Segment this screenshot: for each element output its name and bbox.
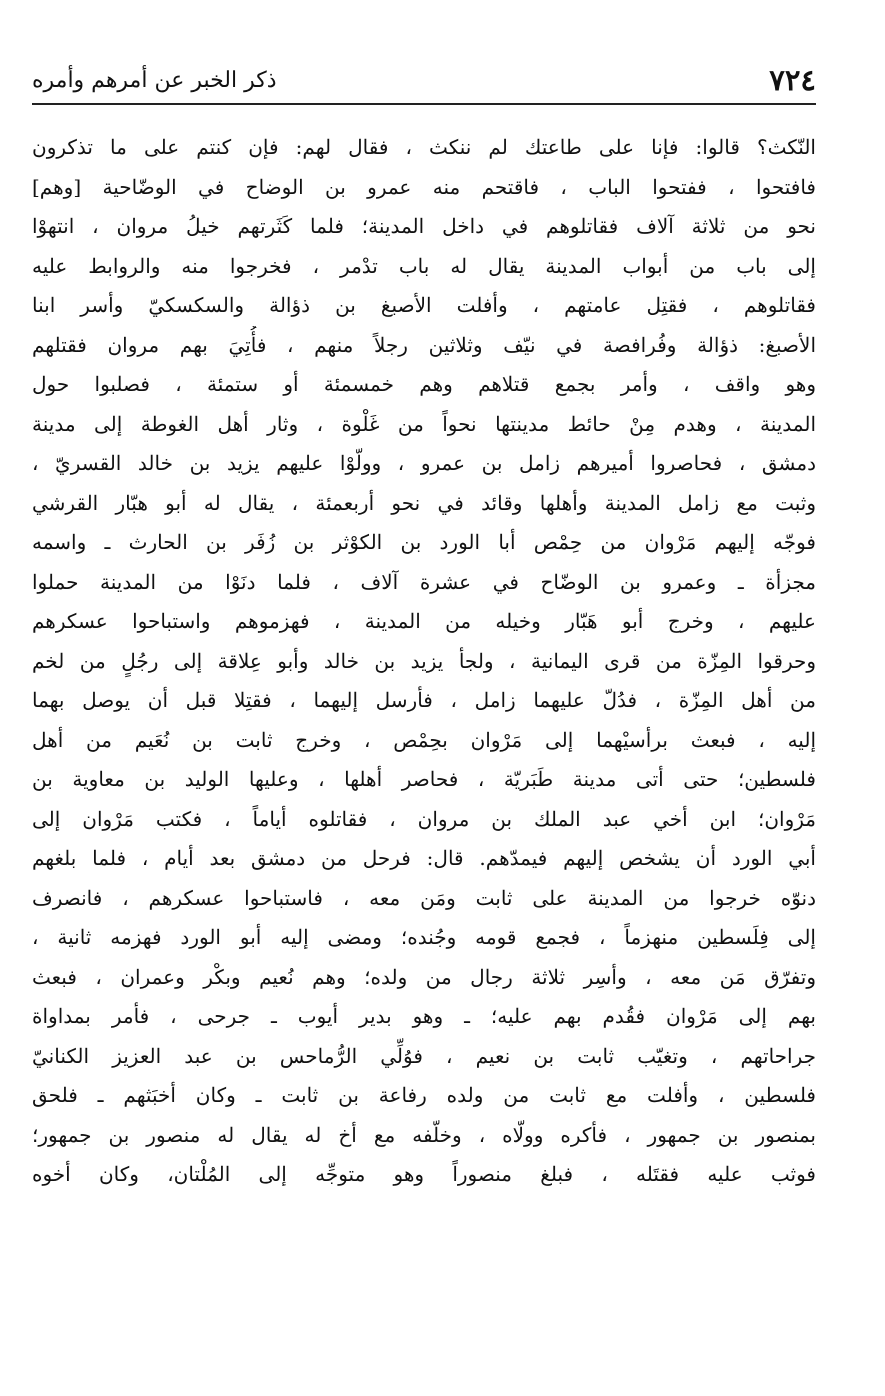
text-line: أبي الورد أن يشخص إليهم فيمدّهم. قال: فرحل من دمشق بعد أيام ، فلما بلغهم xyxy=(32,846,816,870)
text-line: فوجّه إليهم مَرْوان من حِمْص أبا الورد بن الكوْثر بن زُفَر بن الحارث ـ واسمه xyxy=(32,530,816,554)
header-divider xyxy=(32,103,816,105)
text-line: فلسطين؛ حتى أتى مدينة طَبَريّة ، فحاصر أهلها ، وعليها الوليد بن معاوية بن xyxy=(32,767,816,791)
text-line: وحرقوا المِزّة من قرى اليمانية ، ولجأ يزيد بن خالد وأبو عِلاقة إلى رجُلٍ من لخم xyxy=(32,648,816,673)
text-line: عليهم ، وخرج أبو هَبّار وخيله من المدينة ، فهزموهم واستباحوا عسكرهم xyxy=(32,609,816,633)
text-line: من أهل المِزّة ، فدُلّ عليهما زامل ، فأرسل إليهما ، فقتِلا قبل أن يوصل بهما xyxy=(32,688,816,712)
text-line: الأصبغ: ذؤالة وفُرافصة في نيّف وثلاثين رجلاً منهم ، فأُتِيَ بهم مروان فقتلهم xyxy=(32,332,816,357)
page-header xyxy=(32,62,816,102)
page-number: ٧٢٤ xyxy=(769,63,816,97)
text-line: إلى باب من أبواب المدينة يقال له باب تدْمر ، فخرجوا منه والروابط عليه xyxy=(32,253,816,278)
text-line: إلى فِلَسطين منهزماً ، فجمع قومه وجُنده؛ ومضى إليه أبو الورد فهزمه ثانية ، xyxy=(32,925,816,949)
text-line: وتفرّق مَن معه ، وأسِر ثلاثة رجال من ولده؛ وهم نُعيم وبكْر وعمران ، فبعث xyxy=(32,964,816,989)
text-line: نحو من ثلاثة آلاف فقاتلوهم في داخل المدينة؛ فلما كَثَرتهم خيلُ مروان ، انتهوْا xyxy=(32,214,816,238)
body-text xyxy=(32,128,816,1195)
text-line: دنوّه خرجوا من المدينة على ثابت ومَن معه ، فاستباحوا عسكرهم ، فانصرف xyxy=(32,885,816,910)
text-line: إليه ، فبعث برأسيْهما إلى مَرْوان بحِمْص ، وخرج ثابت بن نُعَيم من أهل xyxy=(32,727,816,752)
text-line: بمنصور بن جمهور ، فأكره وولّاه ، وخلّفه مع أخ له يقال له منصور بن جمهور؛ xyxy=(32,1122,816,1147)
text-line: فافتحوا ، ففتحوا الباب ، فاقتحم منه عمرو بن الوضاح في الوضّاحية [وهم] xyxy=(32,174,816,199)
text-line: وهو واقف ، وأمر بجمع قتلاهم وهم خمسمئة أو ستمئة ، فصلبوا حول xyxy=(32,372,816,396)
text-line: النّكث؟ قالوا: فإنا على طاعتك لم ننكث ، فقال لهم: فإن كنتم على ما تذكرون xyxy=(32,135,816,159)
text-line: المدينة ، وهدم مِنْ حائط مدينتها نحواً من غَلْوة ، وثار أهل الغوطة إلى مدينة xyxy=(32,411,816,436)
text-line: فلسطين ، وأفلت مع ثابت من ولده رفاعة بن ثابت ـ وكان أخبَثهم ـ فلحق xyxy=(32,1083,816,1107)
text-line: دمشق ، فحاصروا أميرهم زامل بن عمرو ، وولّوْا عليهم يزيد بن خالد القسريّ ، xyxy=(32,451,816,475)
running-title: ذكر الخبر عن أمرهم وأمره xyxy=(32,68,277,93)
text-line: وثبت مع زامل المدينة وأهلها وقائد في نحو أربعمئة ، يقال له أبو هبّار القرشي xyxy=(32,490,816,515)
text-line: مَرْوان؛ ابن أخي عبد الملك بن مروان ، فقاتلوه أياماً ، فكتب مَرْوان إلى xyxy=(32,806,816,831)
text-line: مجزأة ـ وعمرو بن الوضّاح في عشرة آلاف ، فلما دنَوْا من المدينة حملوا xyxy=(32,569,816,594)
text-line: فقاتلوهم ، فقتِل عامتهم ، وأفلت الأصبغ بن ذؤالة والسكسكيّ وأسر ابنا xyxy=(32,293,816,317)
text-line: بهم إلى مَرْوان فقُدم بهم عليه؛ ـ وهو بدير أيوب ـ جرحى ، فأمر بمداواة xyxy=(32,1004,816,1028)
text-line: فوثب عليه فقتَله ، فبلغ منصوراً وهو متوجِّه إلى المُلْتان، وكان أخوه xyxy=(32,1162,816,1186)
text-line: جراحاتهم ، وتغيّب ثابت بن نعيم ، فوُلِّي الرُّماحس بن عبد العزيز الكنانيّ xyxy=(32,1043,816,1068)
